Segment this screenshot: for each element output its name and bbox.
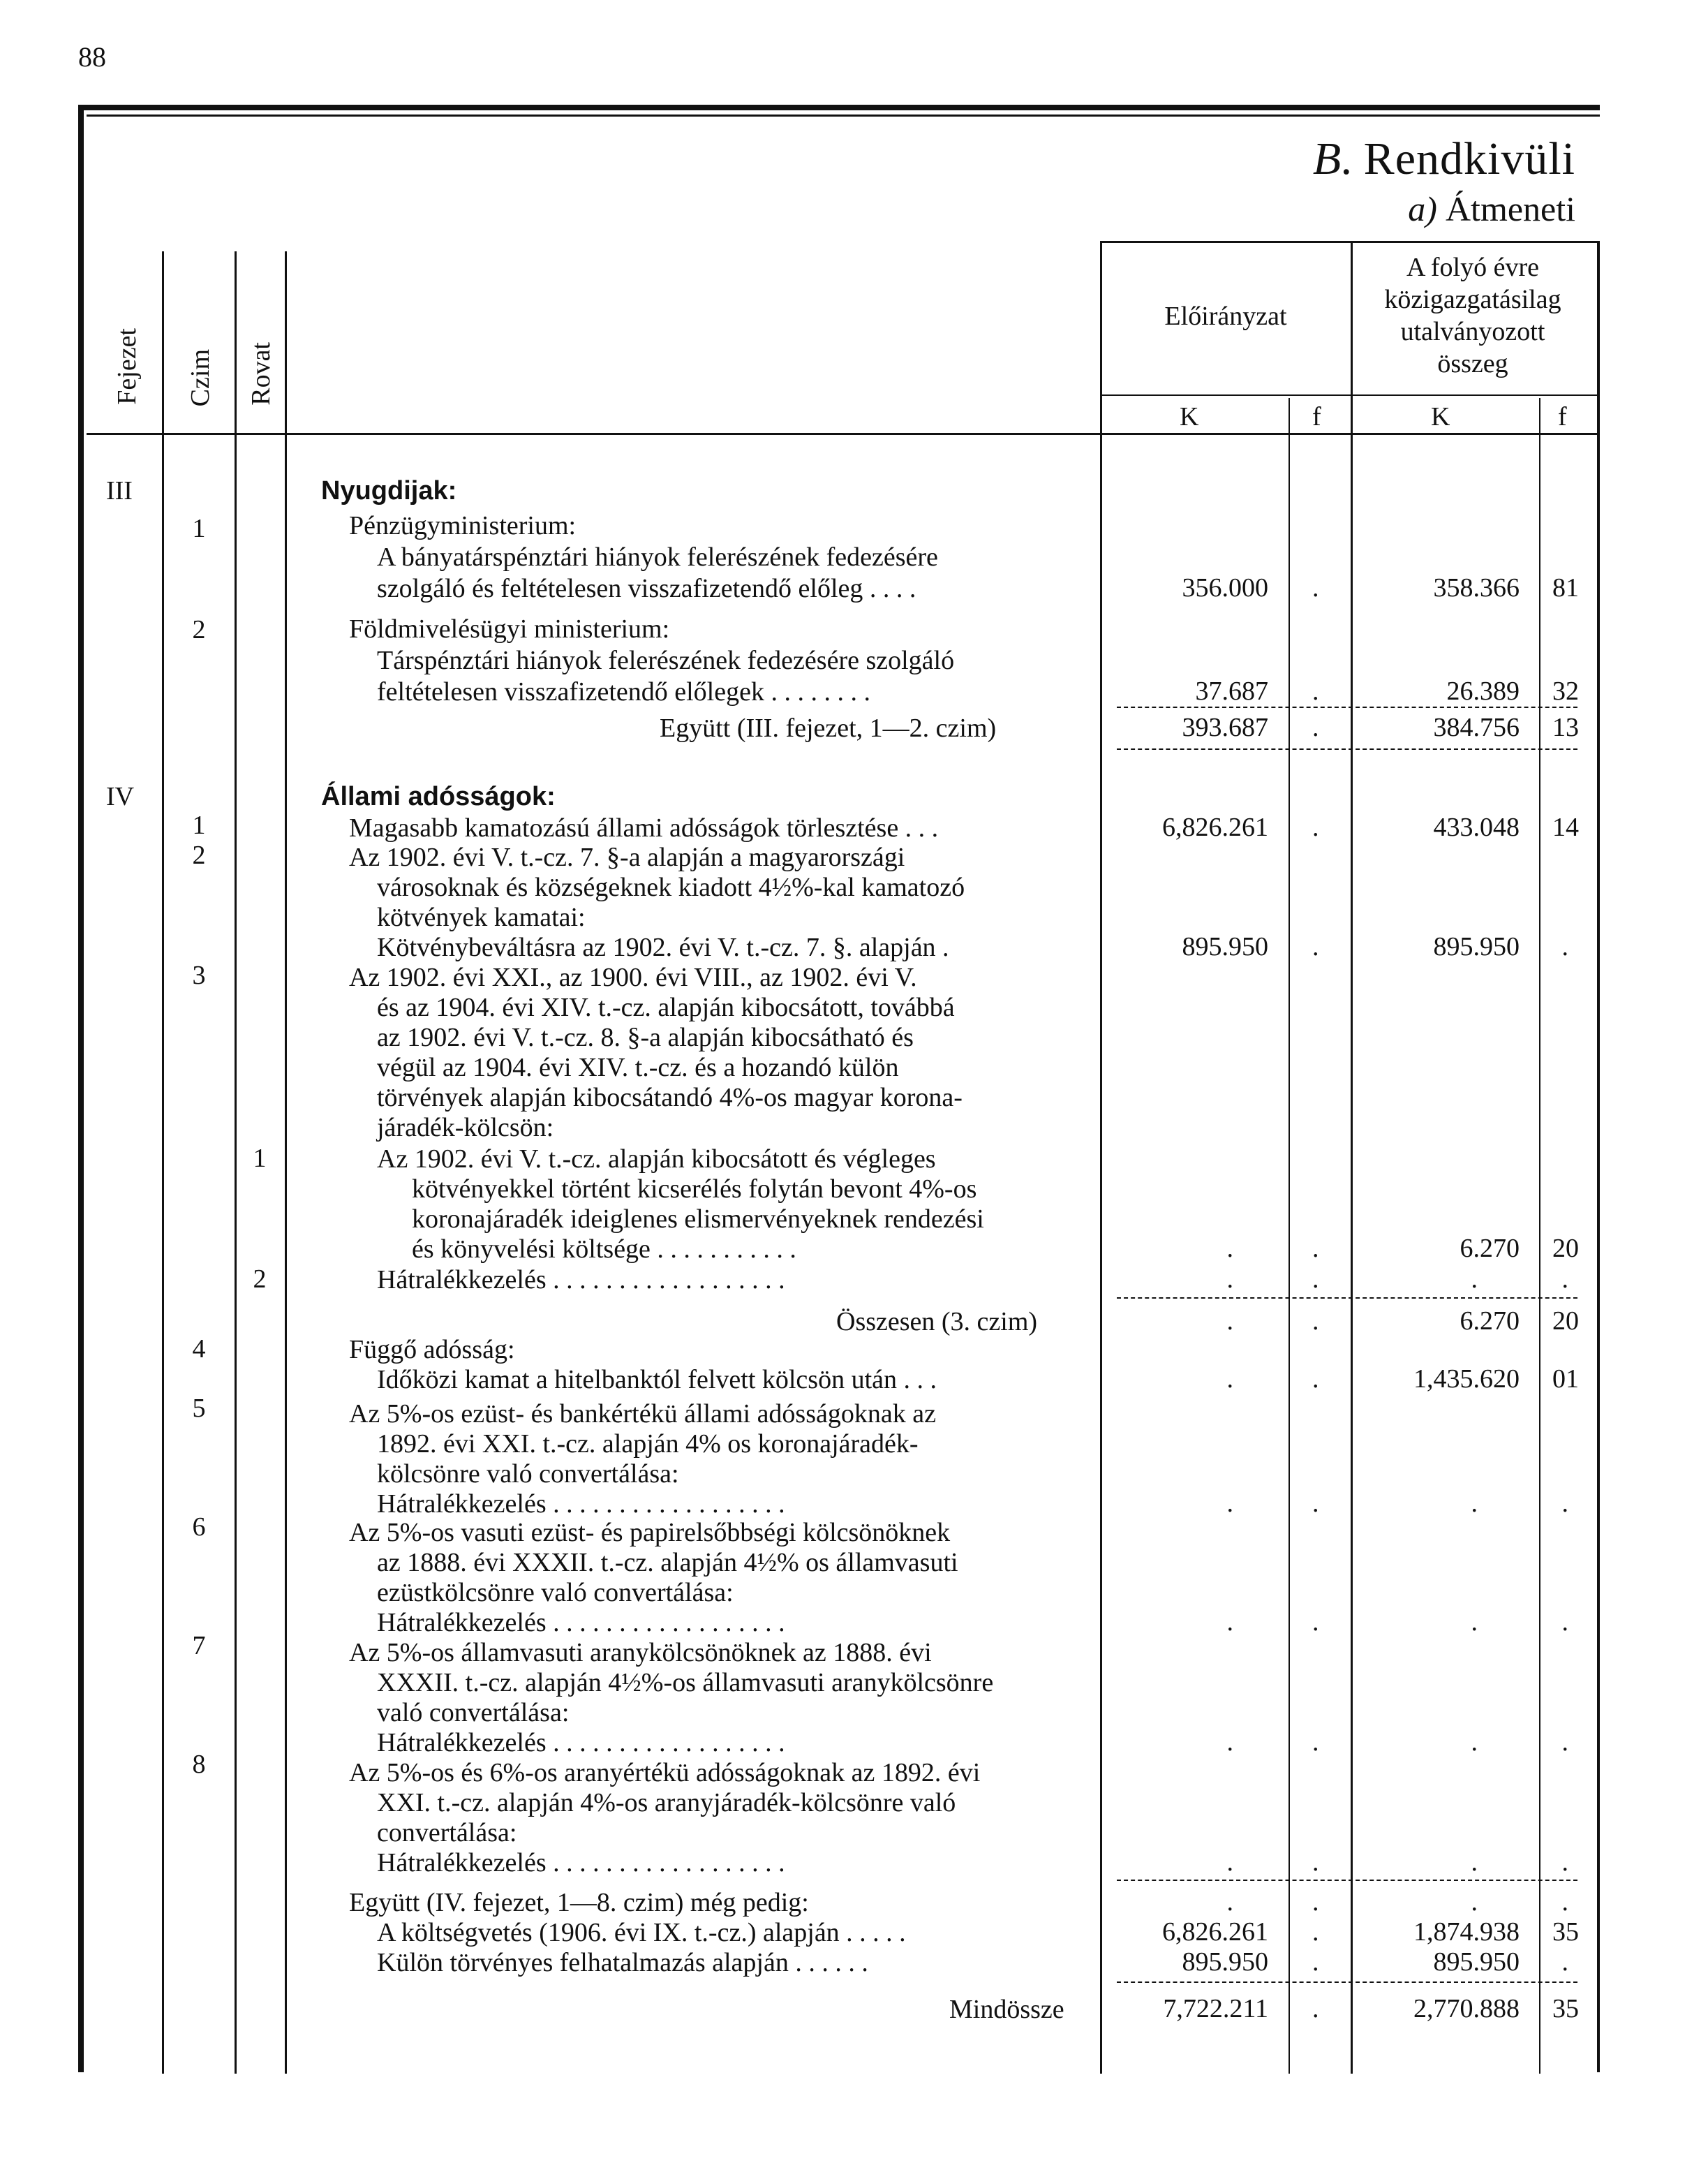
fejezet-iv: IV: [106, 782, 135, 811]
eloiranyzat-f: .: [1312, 573, 1319, 603]
text-line-37: való convertálása:: [377, 1698, 570, 1727]
text-line-18: járadék-kölcsön:: [377, 1113, 554, 1142]
eloiranyzat-k: .: [1226, 1727, 1233, 1757]
unit-k-eloiranyzat: K: [1180, 402, 1199, 431]
text-line-12: Kötvénybeváltásra az 1902. évi V. t.-cz. 7. §. alapján .: [377, 933, 949, 962]
text-line-15: az 1902. évi V. t.-cz. 8. §-a alapján kibocsátható és: [377, 1023, 914, 1052]
utalvanyozott-f: .: [1561, 1847, 1568, 1877]
text-line-35: Az 5%-os államvasuti aranykölcsönöknek az 1888. évi: [349, 1638, 932, 1667]
title-text: Rendkivüli: [1363, 133, 1575, 184]
utalvanyozott-f: 81: [1552, 573, 1579, 603]
utalvanyozott-f: 14: [1552, 813, 1579, 842]
section-title-allami-adossagok: Állami adósságok:: [321, 782, 556, 811]
utalvanyozott-f: .: [1561, 1264, 1568, 1294]
eloiranyzat-k: 7,722.211: [1163, 1994, 1268, 2023]
text-line-9: Az 1902. évi V. t.-cz. 7. §-a alapján a magyarországi: [349, 843, 905, 872]
utalvanyozott-line-1: A folyó évre: [1406, 253, 1539, 282]
czim-mark: 2: [192, 841, 206, 870]
utalvanyozott-k: 6.270: [1460, 1306, 1520, 1336]
eloiranyzat-f: .: [1312, 677, 1319, 706]
header-top-rule: [1100, 241, 1600, 243]
text-line-32: az 1888. évi XXXII. t.-cz. alapján 4½% os államvasuti: [377, 1548, 958, 1577]
text-line-14: és az 1904. évi XIV. t.-cz. alapján kibocsátott, továbbá: [377, 993, 955, 1022]
czim-mark: 7: [192, 1631, 206, 1660]
text-line-17: törvények alapján kibocsátandó 4%-os magyar korona-: [377, 1083, 963, 1112]
text-line-28: 1892. évi XXI. t.-cz. alapján 4% os koronajáradék-: [377, 1429, 919, 1459]
text-line-31: Az 5%-os vasuti ezüst- és papirelsőbbségi kölcsönöknek: [349, 1518, 951, 1547]
subtitle-text: Átmeneti: [1445, 189, 1575, 228]
utalvanyozott-f: 01: [1552, 1364, 1579, 1394]
text-line-3: szolgáló és feltételesen visszafizetendő előleg . . . .: [377, 574, 916, 603]
page-title: [1313, 133, 1575, 186]
eloiranyzat-k: .: [1226, 1264, 1233, 1294]
eloiranyzat-f: .: [1312, 1607, 1319, 1637]
text-line-19: Az 1902. évi V. t.-cz. alapján kibocsátott és végleges: [377, 1144, 936, 1174]
text-line-1: Pénzügyministerium:: [349, 511, 577, 540]
text-line-6: feltételesen visszafizetendő előlegek . . . . . . . .: [377, 677, 870, 707]
eloiranyzat-f: .: [1312, 1306, 1319, 1336]
text-line-21: koronajáradék ideiglenes elismervényeknek rendezési: [412, 1204, 984, 1234]
eloiranyzat-f: .: [1312, 1727, 1319, 1757]
eloiranyzat-f: .: [1312, 1887, 1319, 1917]
text-line-26: Időközi kamat a hitelbanktól felvett kölcsön után . . .: [377, 1365, 937, 1394]
utalvanyozott-k: 26.389: [1446, 677, 1520, 706]
page-subtitle: [1408, 189, 1575, 229]
top-rule: [78, 105, 1600, 110]
utalvanyozott-k: 433.048: [1433, 813, 1520, 842]
utalvanyozott-k: 1,874.938: [1413, 1917, 1520, 1947]
czim-mark: 2: [192, 615, 206, 644]
utalvanyozott-f: .: [1561, 1727, 1568, 1757]
sum-rule: [1117, 1297, 1577, 1299]
utalvanyozott-f: 32: [1552, 677, 1579, 706]
column-header-rovat: Rovat: [246, 342, 276, 406]
text-line-20: kötvényekkel történt kicserélés folytán bevont 4%-os: [412, 1174, 977, 1204]
unit-k-utalvanyozott: K: [1431, 402, 1450, 431]
column-rule-text: [1100, 241, 1102, 2074]
left-frame-rule: [78, 105, 84, 2072]
utalvanyozott-f: 35: [1552, 1917, 1579, 1947]
text-line-36: XXXII. t.-cz. alapján 4½%-os államvasuti aranykölcsönre: [377, 1668, 994, 1697]
utalvanyozott-f: .: [1561, 1887, 1568, 1917]
utalvanyozott-line-4: összeg: [1437, 349, 1508, 378]
subtitle-letter: a): [1408, 189, 1437, 228]
eloiranyzat-f: .: [1312, 1264, 1319, 1294]
eloiranyzat-k: 895.950: [1182, 932, 1268, 961]
eloiranyzat-f: .: [1312, 1994, 1319, 2023]
utalvanyozott-line-3: utalványozott: [1400, 317, 1545, 346]
utalvanyozott-f: .: [1561, 1489, 1568, 1518]
utalvanyozott-k: .: [1471, 1727, 1478, 1757]
eloiranyzat-k: .: [1226, 1887, 1233, 1917]
text-line-42: Hátralékkezelés . . . . . . . . . . . . . . . . . .: [377, 1848, 785, 1877]
utalvanyozott-k: .: [1471, 1489, 1478, 1518]
text-line-44: A költségvetés (1906. évi IX. t.-cz.) alapján . . . . .: [377, 1918, 906, 1947]
utalvanyozott-k: 6.270: [1460, 1234, 1520, 1263]
text-line-39: Az 5%-os és 6%-os aranyértékü adósságoknak az 1892. évi: [349, 1758, 981, 1787]
unit-rule: [1100, 394, 1600, 396]
text-line-45: Külön törvényes felhatalmazás alapján . . . . . .: [377, 1948, 868, 1977]
text-line-5: Társpénztári hiányok felerészének fedezésére szolgáló: [377, 646, 955, 675]
utalvanyozott-k: .: [1471, 1264, 1478, 1294]
utalvanyozott-k: 384.756: [1433, 713, 1520, 742]
text-line-25: Függő adósság:: [349, 1335, 515, 1364]
czim-mark: 5: [192, 1394, 206, 1423]
eloiranyzat-k: .: [1226, 1847, 1233, 1877]
eloiranyzat-f: .: [1312, 1489, 1319, 1518]
text-line-7: Együtt (III. fejezet, 1—2. czim): [660, 714, 997, 743]
column-header-utalvanyozott: [1354, 251, 1591, 380]
eloiranyzat-k: 895.950: [1182, 1947, 1268, 1977]
czim-mark: 3: [192, 961, 206, 990]
utalvanyozott-f: 20: [1552, 1306, 1579, 1336]
eloiranyzat-f: .: [1312, 813, 1319, 842]
utalvanyozott-k: 1,435.620: [1413, 1364, 1520, 1394]
utalvanyozott-f: .: [1561, 1607, 1568, 1637]
column-rule-fejezet: [162, 251, 164, 2074]
text-line-2: A bányatárspénztári hiányok felerészének fedezésére: [377, 542, 938, 572]
column-header-fejezet: Fejezet: [112, 328, 142, 405]
utalvanyozott-k: 2,770.888: [1413, 1994, 1520, 2023]
eloiranyzat-f: .: [1312, 1947, 1319, 1977]
text-line-13: Az 1902. évi XXI., az 1900. évi VIII., az 1902. évi V.: [349, 963, 917, 992]
text-line-23: Hátralékkezelés . . . . . . . . . . . . . . . . . .: [377, 1265, 785, 1294]
czim-mark: 6: [192, 1512, 206, 1542]
text-line-4: Földmivelésügyi ministerium:: [349, 614, 670, 644]
utalvanyozott-line-2: közigazgatásilag: [1384, 285, 1561, 314]
eloiranyzat-f: .: [1312, 932, 1319, 961]
eloiranyzat-k: 393.687: [1182, 713, 1268, 742]
eloiranyzat-k: .: [1226, 1489, 1233, 1518]
header-bottom-rule: [87, 433, 1600, 435]
text-line-27: Az 5%-os ezüst- és bankértékü állami adósságoknak az: [349, 1399, 936, 1429]
eloiranyzat-f: .: [1312, 1234, 1319, 1263]
eloiranyzat-k: 37.687: [1195, 677, 1268, 706]
eloiranyzat-k: .: [1226, 1306, 1233, 1336]
sum-rule: [1117, 1981, 1577, 1983]
unit-f-utalvanyozott: f: [1558, 402, 1567, 431]
text-line-16: végül az 1904. évi XIV. t.-cz. és a hozandó külön: [377, 1053, 899, 1082]
text-line-38: Hátralékkezelés . . . . . . . . . . . . . . . . . .: [377, 1728, 785, 1757]
czim-mark: 1: [192, 514, 206, 543]
text-line-40: XXI. t.-cz. alapján 4%-os aranyjáradék-kölcsönre való: [377, 1788, 956, 1817]
column-rule-ek-ef: [1289, 398, 1290, 2074]
right-frame-rule: [1597, 241, 1600, 2072]
utalvanyozott-f: 13: [1552, 713, 1579, 742]
rovat-mark: 2: [253, 1264, 267, 1294]
column-rule-eloiranyzat: [1351, 241, 1353, 2074]
unit-f-eloiranyzat: f: [1312, 402, 1321, 431]
utalvanyozott-k: .: [1471, 1847, 1478, 1877]
top-rule-thin: [87, 115, 1600, 117]
text-line-33: ezüstkölcsönre való convertálása:: [377, 1578, 734, 1607]
column-header-czim: Czim: [186, 349, 215, 407]
eloiranyzat-k: .: [1226, 1607, 1233, 1637]
text-line-24: Összesen (3. czim): [836, 1307, 1038, 1336]
section-title-nyugdijak: Nyugdijak:: [321, 476, 457, 505]
text-line-11: kötvények kamatai:: [377, 903, 586, 932]
utalvanyozott-k: 358.366: [1433, 573, 1520, 603]
title-letter: B.: [1312, 133, 1354, 184]
column-rule-czim: [235, 251, 237, 2074]
sum-rule: [1117, 1880, 1577, 1881]
column-header-eloiranyzat: Előirányzat: [1164, 302, 1287, 331]
utalvanyozott-f: .: [1561, 932, 1568, 961]
text-line-46: Mindössze: [949, 1995, 1064, 2024]
utalvanyozott-k: .: [1471, 1607, 1478, 1637]
text-line-30: Hátralékkezelés . . . . . . . . . . . . . . . . . .: [377, 1489, 785, 1519]
czim-mark: 8: [192, 1750, 206, 1779]
czim-mark: 1: [192, 811, 206, 840]
text-line-43: Együtt (IV. fejezet, 1—8. czim) még pedig:: [349, 1888, 809, 1917]
text-line-22: és könyvelési költsége . . . . . . . . . . .: [412, 1234, 796, 1264]
eloiranyzat-k: 6,826.261: [1162, 813, 1268, 842]
czim-mark: 4: [192, 1334, 206, 1364]
sum-rule: [1117, 748, 1577, 750]
eloiranyzat-k: 356.000: [1182, 573, 1268, 603]
column-rule-rovat: [285, 251, 287, 2074]
page-number: 88: [78, 41, 106, 73]
column-rule-uk-uf: [1539, 398, 1540, 2074]
rovat-mark: 1: [253, 1144, 267, 1173]
eloiranyzat-k: .: [1226, 1364, 1233, 1394]
text-line-10: városoknak és községeknek kiadott 4½%-kal kamatozó: [377, 873, 965, 902]
utalvanyozott-k: .: [1471, 1887, 1478, 1917]
sum-rule: [1117, 707, 1577, 708]
eloiranyzat-f: .: [1312, 1917, 1319, 1947]
text-line-34: Hátralékkezelés . . . . . . . . . . . . . . . . . .: [377, 1608, 785, 1637]
utalvanyozott-f: .: [1561, 1947, 1568, 1977]
eloiranyzat-f: .: [1312, 1847, 1319, 1877]
utalvanyozott-f: 20: [1552, 1234, 1579, 1263]
eloiranyzat-f: .: [1312, 1364, 1319, 1394]
utalvanyozott-k: 895.950: [1433, 932, 1520, 961]
text-line-8: Magasabb kamatozású állami adósságok törlesztése . . .: [349, 813, 939, 843]
eloiranyzat-k: .: [1226, 1234, 1233, 1263]
text-line-41: convertálása:: [377, 1818, 517, 1847]
utalvanyozott-k: 895.950: [1433, 1947, 1520, 1977]
text-line-29: kölcsönre való convertálása:: [377, 1459, 679, 1489]
fejezet-iii: III: [106, 476, 133, 505]
eloiranyzat-k: 6,826.261: [1162, 1917, 1268, 1947]
eloiranyzat-f: .: [1312, 713, 1319, 742]
utalvanyozott-f: 35: [1552, 1994, 1579, 2023]
